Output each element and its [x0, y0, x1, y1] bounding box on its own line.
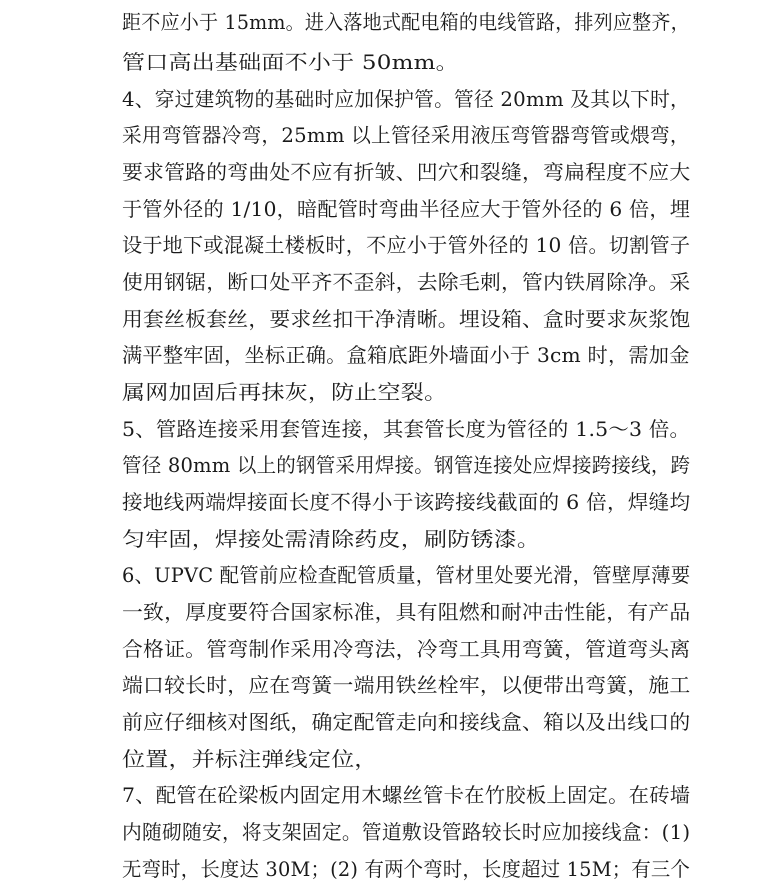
text-line: 管口高出基础面不小于 50mm。: [122, 50, 459, 74]
text-line: 4、穿过建筑物的基础时应加保护管。管径 20mm 及其以下时，: [122, 87, 691, 111]
text-line: 一致，厚度要符合国家标准，具有阻燃和耐冲击性能，有产品: [122, 600, 691, 624]
text-line: 于管外径的 1/10，暗配管时弯曲半径应大于管外径的 6 倍，埋: [122, 197, 691, 221]
text-line: 6、UPVC 配管前应检查配管质量，管材里处要光滑，管壁厚薄要: [122, 563, 691, 587]
text-line: 管径 80mm 以上的钢管采用焊接。钢管连接处应焊接跨接线，跨: [122, 453, 691, 477]
text-line: 属网加固后再抹灰，防止空裂。: [122, 380, 448, 404]
text-line: 满平整牢固，坐标正确。盒箱底距外墙面小于 3cm 时，需加金: [122, 343, 690, 367]
text-line: 7、配管在砼梁板内固定用木螺丝管卡在竹胶板上固定。在砖墙: [122, 783, 691, 807]
text-line: 无弯时，长度达 30M；(2) 有两个弯时，长度超过 15M；有三个: [122, 857, 691, 881]
text-line: 内随砌随安，将支架固定。管道敷设管路较长时应加接线盒：(1): [122, 820, 691, 844]
text-line: 使用钢锯，断口处平齐不歪斜，去除毛刺，管内铁屑除净。采: [122, 270, 691, 294]
text-line: 端口较长时，应在弯簧一端用铁丝栓牢，以便带出弯簧，施工: [122, 673, 691, 697]
text-line: 接地线两端焊接面长度不得小于该跨接线截面的 6 倍，焊缝均: [122, 490, 691, 514]
text-line: 采用弯管器冷弯，25mm 以上管径采用液压弯管器弯管或煨弯，: [122, 123, 690, 147]
text-line: 用套丝板套丝，要求丝扣干净清晰。埋设箱、盒时要求灰浆饱: [122, 307, 691, 331]
text-line: 前应仔细核对图纸，确定配管走向和接线盒、箱以及出线口的: [122, 710, 691, 734]
text-line: 位置，并标注弹线定位，: [122, 747, 378, 771]
text-line: 设于地下或混凝土楼板时，不应小于管外径的 10 倍。切割管子: [122, 233, 691, 257]
text-line: 合格证。管弯制作采用冷弯法，冷弯工具用弯簧，管道弯头离: [122, 637, 691, 661]
text-line: 距不应小于 15mm。进入落地式配电箱的电线管路，排列应整齐，: [122, 10, 690, 34]
text-line: 要求管路的弯曲处不应有折皱、凹穴和裂缝，弯扁程度不应大: [122, 160, 691, 184]
text-line: 匀牢固，焊接处需清除药皮，刷防锈漆。: [122, 527, 541, 551]
text-line: 5、管路连接采用套管连接，其套管长度为管径的 1.5～3 倍。: [122, 417, 691, 441]
